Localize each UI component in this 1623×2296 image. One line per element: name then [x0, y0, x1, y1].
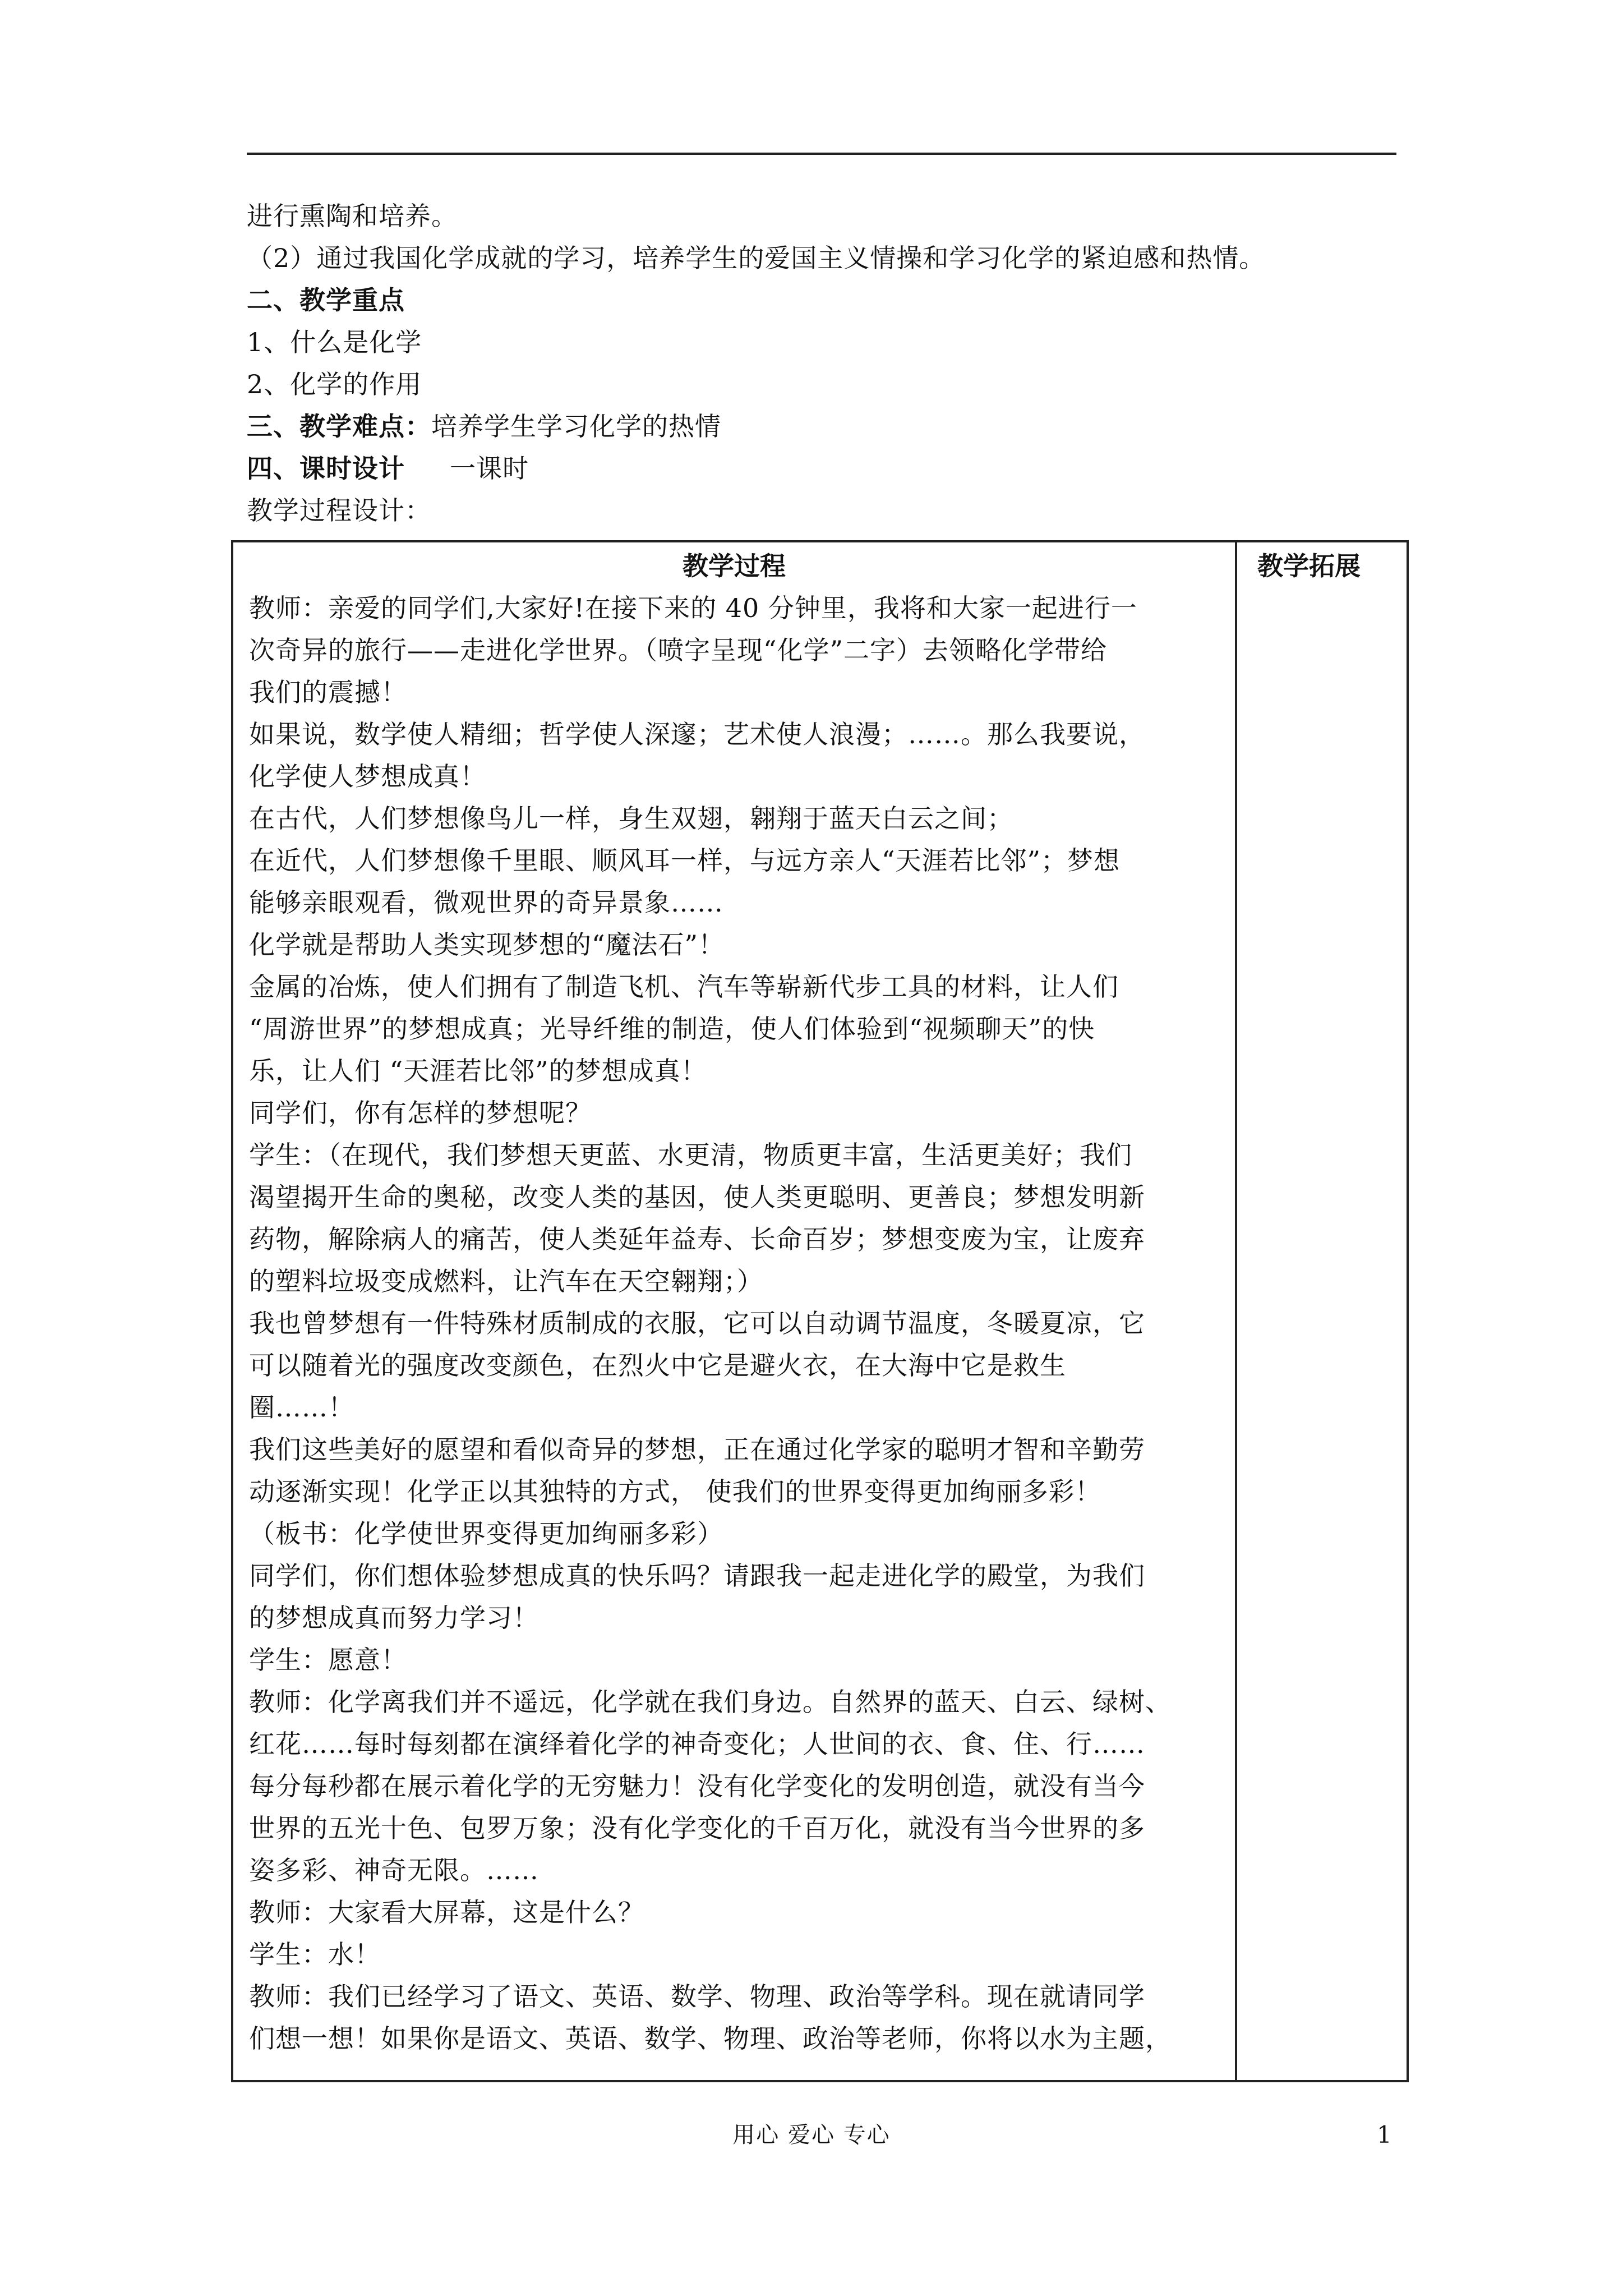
header-rule: [247, 153, 1396, 155]
process-line: 乐，让人们 “天涯若比邻”的梦想成真！: [249, 1056, 707, 1086]
process-line: “周游世界”的梦想成真；光导纤维的制造，使人们体验到“视频聊天”的快: [249, 1014, 1095, 1044]
process-line: 化学使人梦想成真！: [249, 761, 486, 792]
process-line: 教师：我们已经学习了语文、英语、数学、物理、政治等学科。现在就请同学: [249, 1981, 1145, 2012]
process-line: 如果说，数学使人精细；哲学使人深邃；艺术使人浪漫；……。那么我要说，: [249, 719, 1145, 749]
process-line: 渴望揭开生命的奥秘，改变人类的基因，使人类更聪明、更善良；梦想发明新: [249, 1182, 1145, 1212]
process-line: 同学们，你们想体验梦想成真的快乐吗？请跟我一起走进化学的殿堂，为我们: [249, 1561, 1145, 1591]
process-line: 金属的冶炼，使人们拥有了制造飞机、汽车等崭新代步工具的材料，让人们: [249, 972, 1119, 1002]
process-intro: 教学过程设计：: [247, 495, 431, 526]
process-line: 圈……！: [249, 1392, 354, 1423]
process-line: （板书：化学使世界变得更加绚丽多彩）: [249, 1519, 723, 1549]
footer-motto: 用心 爱心 专心: [732, 2122, 891, 2148]
process-line: 我们的震撼！: [249, 677, 407, 707]
process-line: 化学就是帮助人类实现梦想的“魔法石”！: [249, 930, 725, 960]
process-line: 可以随着光的强度改变颜色，在烈火中它是避火衣，在大海中它是救生: [249, 1350, 1066, 1381]
process-line: 教师：化学离我们并不遥远，化学就在我们身边。自然界的蓝天、白云、绿树、: [249, 1687, 1172, 1717]
intro-line-1: 进行熏陶和培养。: [247, 201, 458, 231]
process-line: 次奇异的旅行——走进化学世界。（喷字呈现“化学”二字）去领略化学带给: [249, 635, 1108, 665]
expansion-column-header: 教学拓展: [1257, 551, 1361, 581]
difficulty-label: 三、教学难点：: [247, 411, 431, 441]
page-number: 1: [1377, 2121, 1392, 2148]
process-line: 每分每秒都在展示着化学的无穷魅力！没有化学变化的发明创造，就没有当今: [249, 1771, 1145, 1801]
focus-item-1: 1、什么是化学: [247, 327, 422, 357]
lesson-line: [247, 452, 529, 485]
process-line: 的塑料垃圾变成燃料，让汽车在天空翱翔；）: [249, 1266, 763, 1296]
process-line: 同学们，你有怎样的梦想呢？: [249, 1098, 592, 1128]
process-line: 我们这些美好的愿望和看似奇异的梦想，正在通过化学家的聪明才智和辛勤劳: [249, 1434, 1145, 1465]
column-divider: [1235, 542, 1237, 2080]
difficulty-line: [247, 409, 721, 443]
process-line: 在近代，人们梦想像千里眼、顺风耳一样，与远方亲人“天涯若比邻”；梦想: [249, 845, 1121, 876]
process-line: 教师：亲爱的同学们,大家好!在接下来的 40 分钟里，我将和大家一起进行一: [249, 593, 1137, 623]
process-line: 姿多彩、神奇无限。……: [249, 1855, 539, 1885]
lesson-label: 四、课时设计: [247, 453, 405, 484]
process-line: 药物，解除病人的痛苦，使人类延年益寿、长命百岁；梦想变废为宝，让废弃: [249, 1224, 1145, 1254]
lesson-text: 一课时: [450, 453, 529, 484]
process-line: 能够亲眼观看，微观世界的奇异景象……: [249, 887, 723, 918]
process-line: 学生：愿意！: [249, 1645, 407, 1675]
process-line: 动逐渐实现！化学正以其独特的方式， 使我们的世界变得更加绚丽多彩！: [249, 1476, 1101, 1507]
process-line: 的梦想成真而努力学习！: [249, 1603, 539, 1633]
difficulty-text: 培养学生学习化学的热情: [431, 411, 721, 441]
process-line: 学生：水！: [249, 1939, 381, 1970]
process-line: 我也曾梦想有一件特殊材质制成的衣服，它可以自动调节温度，冬暖夏凉，它: [249, 1308, 1145, 1338]
process-line: 红花……每时每刻都在演绎着化学的神奇变化；人世间的衣、食、住、行……: [249, 1729, 1145, 1759]
process-line: 世界的五光十色、包罗万象；没有化学变化的千百万化，就没有当今世界的多: [249, 1813, 1145, 1843]
process-line: 们想一想！如果你是语文、英语、数学、物理、政治等老师，你将以水为主题，: [249, 2023, 1172, 2054]
process-column-header: 教学过程: [683, 551, 786, 581]
process-line: 学生：（在现代，我们梦想天更蓝、水更清，物质更丰富，生活更美好；我们: [249, 1140, 1132, 1170]
process-line: 在古代，人们梦想像鸟儿一样，身生双翅，翱翔于蓝天白云之间；: [249, 803, 1013, 834]
focus-heading: 二、教学重点: [247, 285, 405, 315]
process-line: 教师：大家看大屏幕，这是什么？: [249, 1897, 644, 1927]
teaching-process-table: [231, 540, 1409, 2082]
intro-line-2: （2）通过我国化学成就的学习，培养学生的爱国主义情操和学习化学的紧迫感和热情。: [247, 243, 1266, 273]
focus-item-2: 2、化学的作用: [247, 369, 422, 399]
